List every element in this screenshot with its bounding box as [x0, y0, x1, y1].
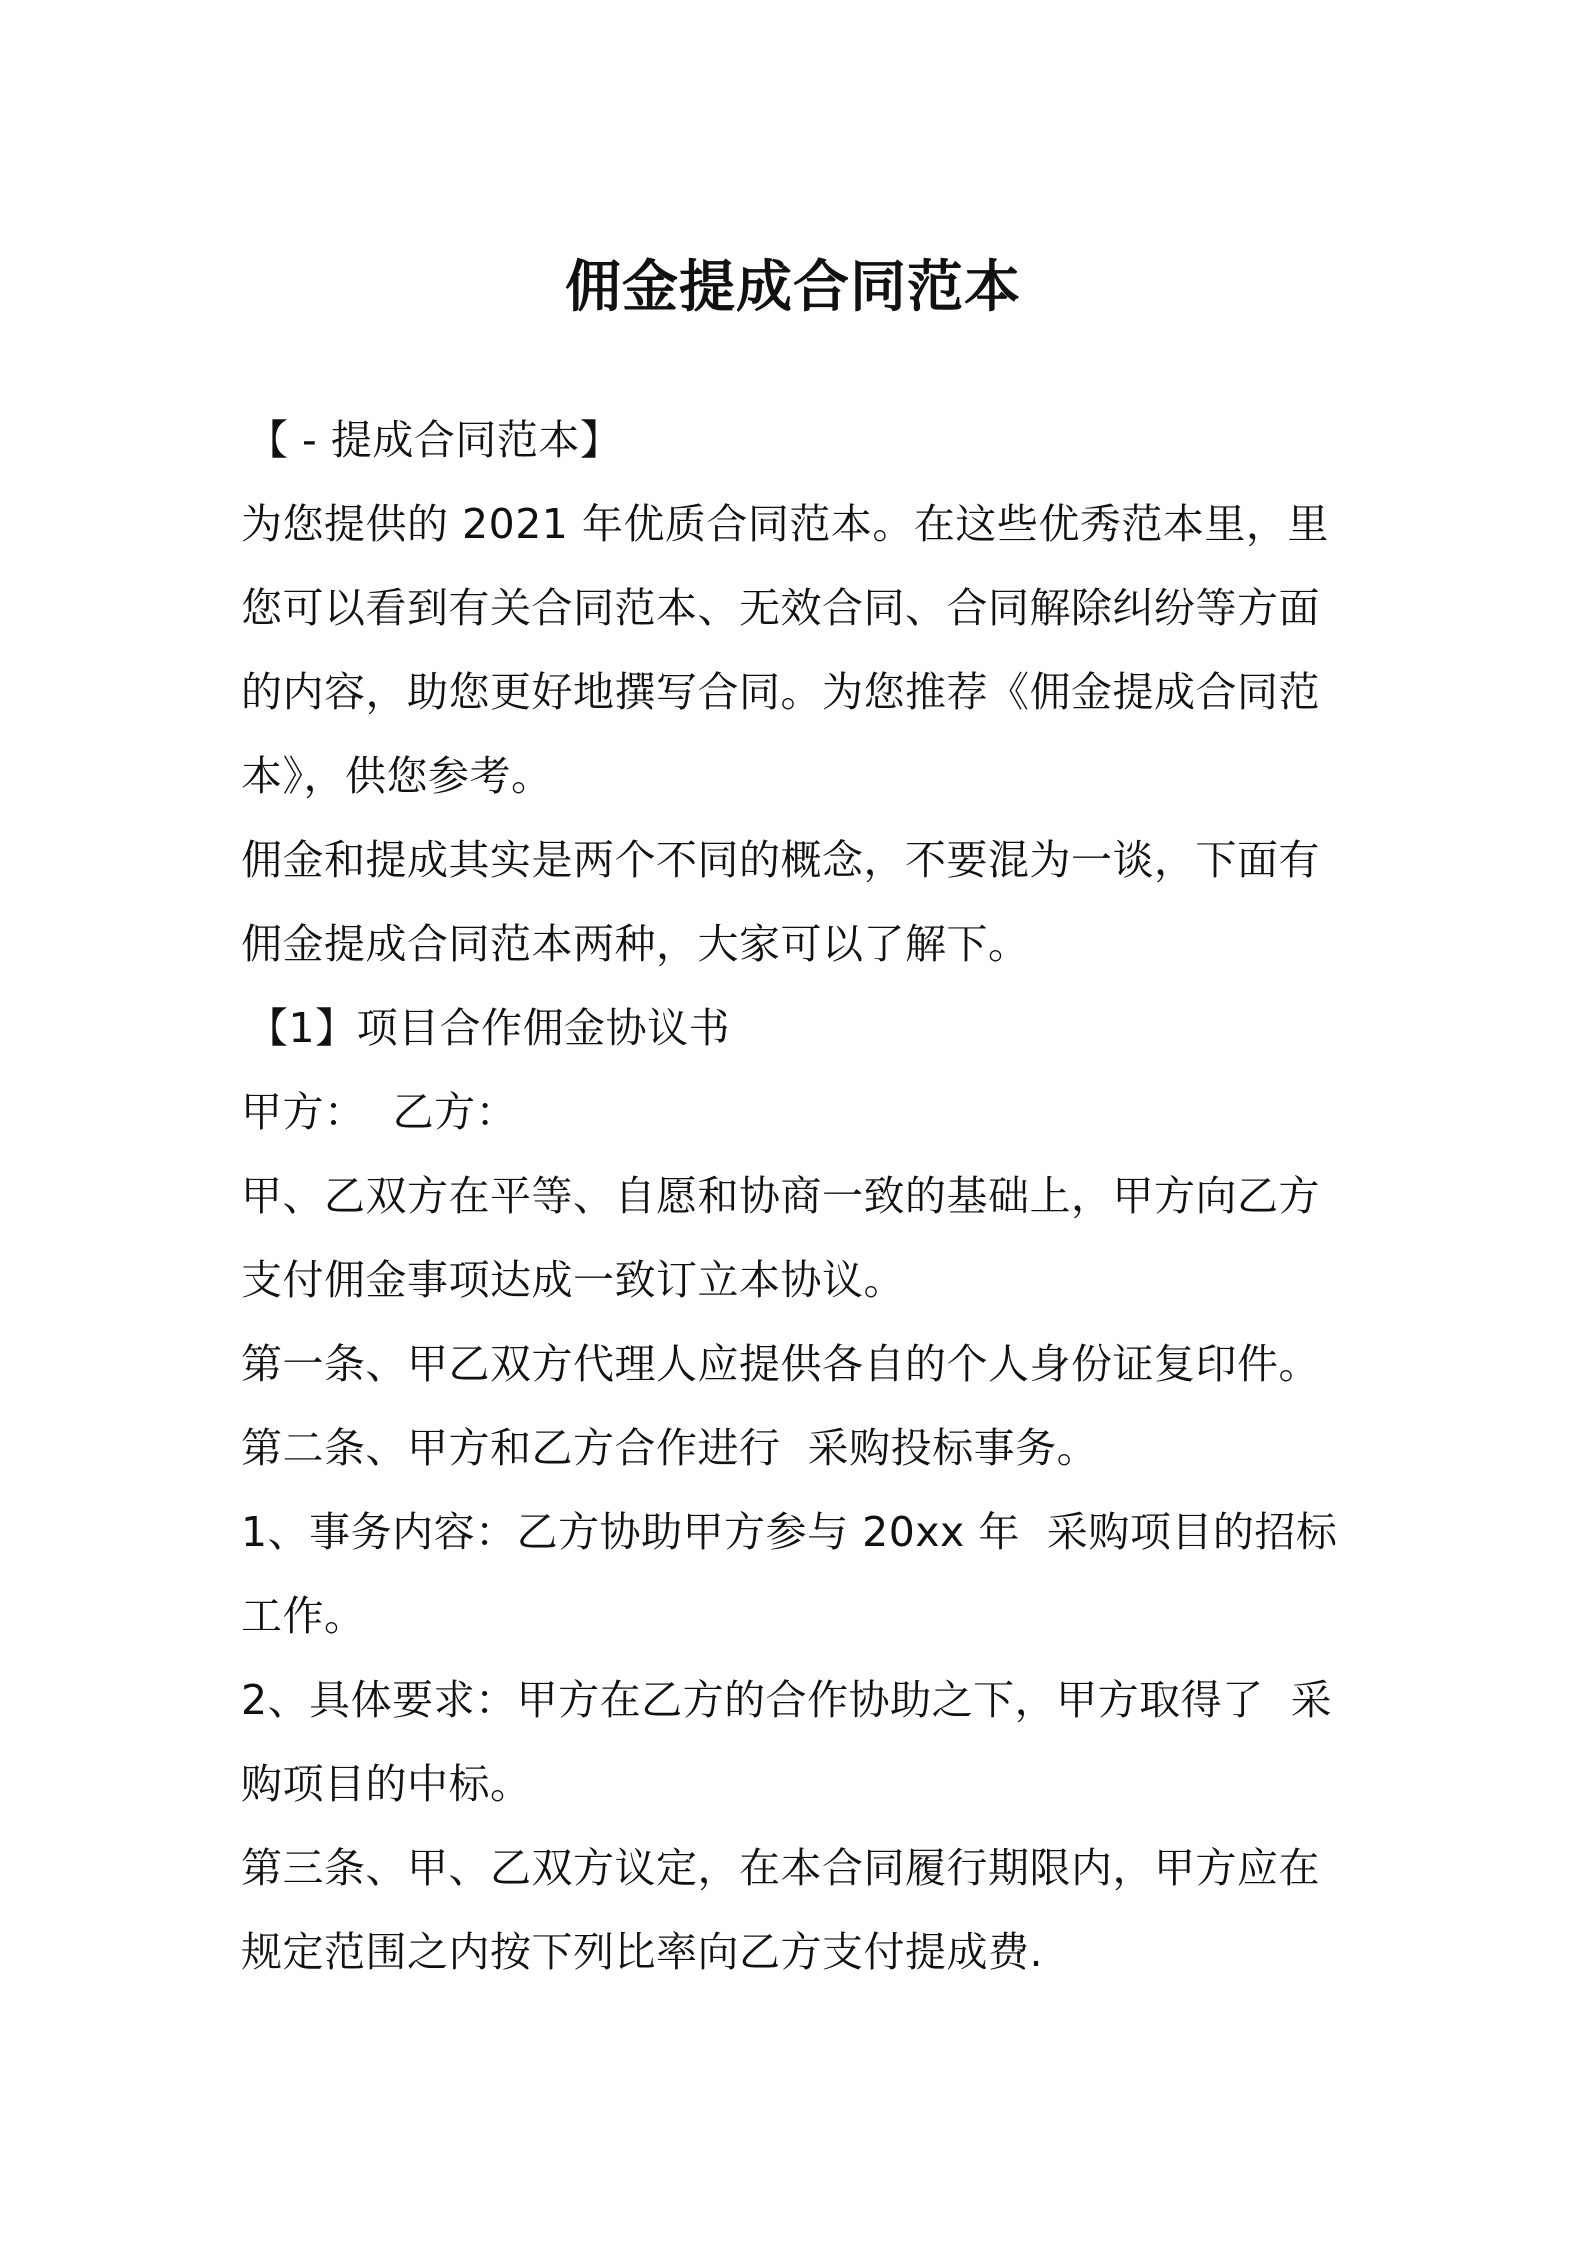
article-2-item-1: 1、事务内容：乙方协助甲方参与 20xx 年 采购项目的招标工作。 [241, 1508, 1338, 1640]
article-2-item-2: 2、具体要求：甲方在乙方的合作协助之下，甲方取得了 采购项目的中标。 [241, 1676, 1333, 1808]
explanation-paragraph: 佣金和提成其实是两个不同的概念，不要混为一谈，下面有佣金提成合同范本两种，大家可以了解下。 [241, 836, 1320, 968]
article-3: 第三条、甲、乙双方议定，在本合同履行期限内，甲方应在规定范围之内按下列比率向乙方支付提成费. [241, 1844, 1320, 1976]
article-2: 第二条、甲方和乙方合作进行 采购投标事务。 [241, 1424, 1099, 1472]
parties-line: 甲方： 乙方： [241, 1088, 518, 1136]
preamble-paragraph: 甲、乙双方在平等、自愿和协商一致的基础上，甲方向乙方支付佣金事项达成一致订立本协议。 [241, 1172, 1320, 1304]
section-heading-2: 【1】项目合作佣金协议书 [247, 1004, 731, 1052]
intro-paragraph: 为您提供的 2021 年优质合同范本。在这些优秀范本里，里您可以看到有关合同范本、无效合同、合同解除纠纷等方面的内容，助您更好地撰写合同。为您推荐《佣金提成合同范本》，供您参考。 [241, 500, 1329, 800]
document-body [241, 398, 1351, 1994]
section-heading-1: 【 - 提成合同范本】 [247, 416, 622, 464]
document-title: 佣金提成合同范本 [565, 255, 1021, 320]
article-1: 第一条、甲乙双方代理人应提供各自的个人身份证复印件。 [241, 1340, 1320, 1388]
